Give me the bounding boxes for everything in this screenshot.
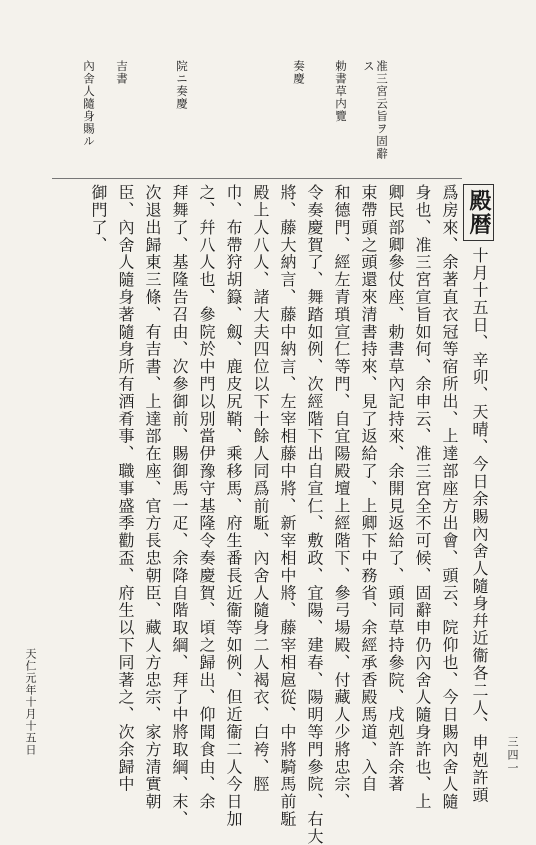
- text-column: 卿民部卿參仗座、勅書草內記持來、余開見返給了、頭同草持參院、戌剋許余著: [386, 184, 405, 793]
- marginal-note: 院ニ奏慶: [175, 60, 189, 110]
- text-column: 之、幷八人也、參院於中門以別當伊豫守基隆令奏慶賀、頃之歸出、仰聞食由、余: [197, 184, 216, 811]
- marginal-note: 吉書: [115, 60, 129, 85]
- text-column: 御門了、: [89, 184, 108, 254]
- page-number: 三四一: [506, 736, 519, 775]
- text-column: 臣、內舍人隨身著隨身所有酒肴事、職事盛季勸盃、府生以下同著之、次余歸中: [116, 184, 135, 793]
- marginal-note: 准三宮云旨ヲ固辭ス: [362, 60, 389, 160]
- text-column: 拜舞了、基隆告召由、次參御前、賜御馬一疋、余降自階取綱、拜了中將取綱、末、: [170, 184, 189, 828]
- text-column: 束帶頭之頭還來清書持來、見了返給了、上卿下中務省、余經承香殿馬道、入自: [359, 184, 378, 793]
- text-column: 巾、布帶狩胡籙、劔、鹿皮尻鞘、乘移馬、府生番長近衞等如例、但近衞二人今日加: [224, 184, 243, 828]
- diary-title: 殿暦: [463, 184, 494, 241]
- text-column: 和德門、經左青瑣宣仁等門、自宜陽殿壇上經階下、參弓場殿、付藏人少將忠宗、: [332, 184, 351, 811]
- header-rule: [52, 178, 462, 179]
- diary-body: [85, 184, 494, 845]
- text-column: 令奏慶賀了、舞踏如例、次經階下出自宣仁、敷政、宜陽、建春、陽明等門參院、右大: [305, 184, 324, 845]
- text-column: 殿上人八人、諸大夫四位以下十餘人同爲前駈、內舍人隨身二人褐衣、白袴、脛: [251, 184, 270, 793]
- marginal-note: 奏慶: [292, 60, 306, 85]
- marginal-notes: [72, 60, 442, 170]
- text-column: 次退出歸東三條、有吉書、上達部在座、官方長忠朝臣、藏人方忠宗、家方清實朝: [143, 184, 162, 811]
- text-column: 身也、准三宮宣旨如何、余申云、准三宮全不可候、固辭申仍內舍人隨身許也、上: [413, 184, 432, 811]
- text-column: 殿暦十月十五日、辛卯、天晴、今日余賜內舍人隨身幷近衞各二人、申剋許頭: [463, 184, 494, 719]
- text-column: 將、藤大納言、藤中納言、左宰相藤中將、新宰相中將、藤宰相扈從、中將騎馬前駈: [278, 184, 297, 828]
- margin-date-label: 天仁元年十月十五日: [24, 648, 37, 756]
- marginal-note: 內舍人隨身賜ル: [82, 60, 96, 148]
- marginal-note: 勅書草内覽: [334, 60, 348, 123]
- text-column: 爲房來、余著直衣冠等宿所出、上達部座方出會、頭云、院仰也、今日賜內舍人隨: [440, 184, 459, 811]
